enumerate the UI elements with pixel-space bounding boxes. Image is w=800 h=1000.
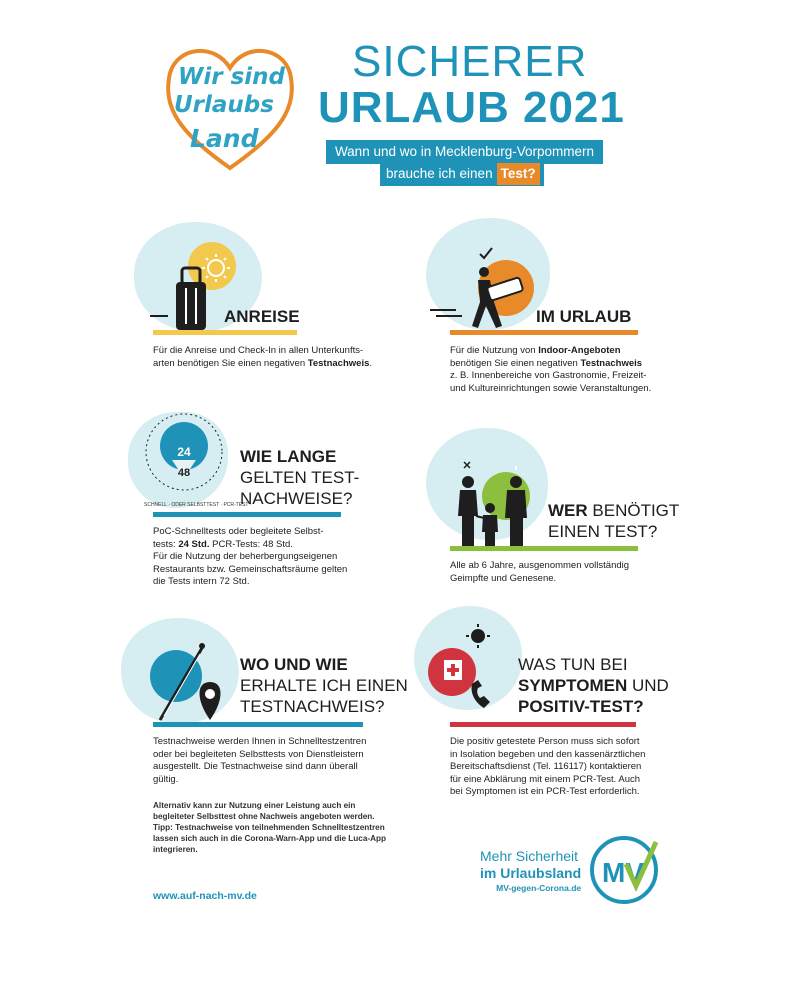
wo-heading-3: TESTNACHWEIS? xyxy=(240,697,385,716)
title-line-2: URLAUB 2021 xyxy=(318,83,625,132)
wer-heading xyxy=(548,500,679,542)
wo-heading xyxy=(240,654,408,717)
wo-note-1: Alternativ kann zur Nutzung einer Leistung auch ein xyxy=(153,801,356,810)
symptome-heading-1: WAS TUN BEI xyxy=(518,655,628,674)
anreise-bar xyxy=(153,330,297,335)
family-icon xyxy=(450,456,540,548)
medical-phone-icon xyxy=(424,622,514,714)
wo-line-1: Testnachweise werden Ihnen in Schnelltestzentren xyxy=(153,736,367,747)
ring-text: SCHNELL · ODER SELBSTTEST · PCR-TEST · xyxy=(144,502,252,508)
wo-note-5: integrieren. xyxy=(153,845,198,854)
urlaub-line-1: Für die Nutzung von Indoor-Angeboten xyxy=(450,345,621,356)
dauer-line-1: PoC-Schnelltests oder begleitete Selbst- xyxy=(153,526,324,537)
wo-text xyxy=(153,736,423,786)
badge-48: 48 xyxy=(177,467,191,479)
symptome-heading-2: SYMPTOMEN UND xyxy=(518,676,669,695)
symptome-line-3: Bereitschaftsdienst (Tel. 116117) kontaktieren xyxy=(450,761,642,773)
dauer-text xyxy=(153,526,413,589)
dauer-bar xyxy=(153,512,341,517)
dauer-line-4: Restaurants bzw. Gemeinschaftsräume gelten xyxy=(153,563,348,575)
wo-note xyxy=(153,800,423,855)
badge-24: 24 xyxy=(177,445,191,459)
wo-bar xyxy=(153,722,363,727)
symptome-line-5: bei Symptomen ist ein PCR-Test erforderlich. xyxy=(450,786,640,798)
dauer-line-5: die Tests intern 72 Std. xyxy=(153,576,250,588)
subtitle-line-1: Wann und wo in Mecklenburg-Vorpommern xyxy=(326,140,603,164)
logo xyxy=(160,38,300,178)
wo-heading-2: ERHALTE ICH EINEN xyxy=(240,676,408,695)
subtitle-highlight: Test? xyxy=(497,163,540,185)
urlaub-line-4: und Kultureinrichtungen sowie Veranstaltungen. xyxy=(450,382,652,394)
dauer-heading xyxy=(240,446,359,509)
symptome-heading xyxy=(518,654,669,717)
anreise-text xyxy=(153,345,423,370)
urlaub-text xyxy=(450,345,740,395)
anreise-heading: ANREISE xyxy=(224,307,300,326)
wo-line-2: oder bei begleiteten Selbsttests von Dienstleistern xyxy=(153,748,364,760)
anreise-line-1: Für die Anreise und Check-In in allen Unterkunfts- xyxy=(153,345,364,356)
logo-line-3: Land xyxy=(190,124,259,153)
urlaub-line-2: benötigen Sie einen negativen Testnachweis xyxy=(450,357,643,369)
subtitle-line-2 xyxy=(380,162,544,186)
mv-badge-icon xyxy=(588,834,662,906)
symptome-text xyxy=(450,736,740,799)
footer-url-link[interactable]: www.auf-nach-mv.de xyxy=(153,890,257,902)
dauer-heading-1: WIE LANGE xyxy=(240,447,337,466)
anreise-line-2: arten benötigen Sie einen negativen Testnachweis. xyxy=(153,357,373,369)
wo-line-4: gültig. xyxy=(153,773,179,785)
footer-slogan-2: im Urlaubsland xyxy=(480,865,582,881)
title-line-1: SICHERER xyxy=(352,37,588,86)
traveler-icon xyxy=(426,240,536,334)
dauer-line-3: Für die Nutzung der beherbergungseigenen xyxy=(153,551,338,563)
wer-bar xyxy=(450,546,638,551)
logo-line-2: Urlaubs xyxy=(174,92,274,118)
urlaub-bar xyxy=(450,330,638,335)
subtitle-text: brauche ich einen xyxy=(386,166,493,181)
dauer-line-2: tests: 24 Std. PCR-Tests: 48 Std. xyxy=(153,538,293,550)
dauer-heading-2: GELTEN TEST- xyxy=(240,468,360,487)
urlaub-heading: IM URLAUB xyxy=(536,307,632,326)
wo-note-4: lassen sich auch in die Corona-Warn-App und die Luca-App xyxy=(153,834,387,843)
mv-badge-text: MV xyxy=(602,857,644,888)
urlaub-line-3: z. B. Innenbereiche von Gastronomie, Freizeit- xyxy=(450,370,647,382)
hourglass-badge-icon xyxy=(140,410,252,510)
footer-slogan xyxy=(480,848,581,893)
swab-location-icon xyxy=(140,630,240,726)
symptome-line-1: Die positiv getestete Person muss sich sofort xyxy=(450,736,640,747)
wo-heading-1: WO UND WIE xyxy=(240,655,348,674)
wer-text xyxy=(450,560,740,585)
footer-slogan-1: Mehr Sicherheit xyxy=(480,848,579,864)
footer-site: MV-gegen-Corona.de xyxy=(496,883,582,893)
logo-line-1: Wir sind xyxy=(178,64,286,90)
symptome-line-4: für eine Abklärung mit einem PCR-Test. Auch xyxy=(450,773,641,785)
wer-line-1: Alle ab 6 Jahre, ausgenommen vollständig xyxy=(450,560,630,571)
symptome-heading-3: POSITIV-TEST? xyxy=(518,697,644,716)
wer-line-2: Geimpfte und Genesene. xyxy=(450,572,557,584)
wo-line-3: ausgestellt. Die Testnachweise sind dann überall xyxy=(153,761,358,773)
wo-note-3: Tipp: Testnachweise von teilnehmenden Schnelltestzentren xyxy=(153,823,385,832)
symptome-bar xyxy=(450,722,636,727)
symptome-line-2: in Isolation begeben und den kassenärztlichen xyxy=(450,748,646,760)
wer-heading-2: EINEN TEST? xyxy=(548,522,658,541)
wo-note-2: begleiteter Selbsttest ohne Nachweis angeboten werden. xyxy=(153,812,375,821)
dauer-heading-3: NACHWEISE? xyxy=(240,489,353,508)
wer-heading-1: WER BENÖTIGT xyxy=(548,501,680,520)
